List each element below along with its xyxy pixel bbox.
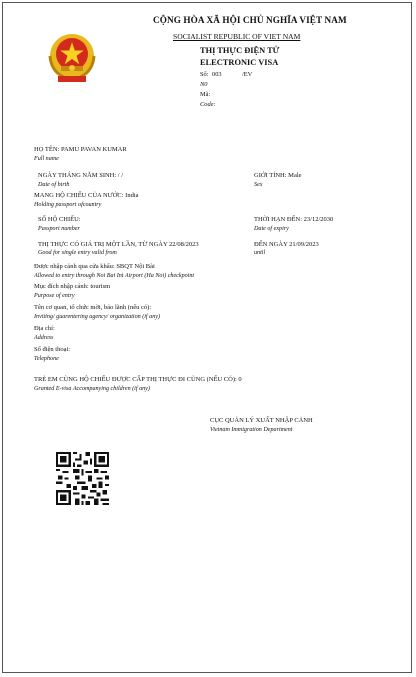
inviting-organization-label-en: Inviting/ guarentering agency/ organization (if any) [34, 314, 160, 320]
visa-number-value: 003 [212, 71, 222, 78]
date-of-birth-label-en: Date of birth [38, 182, 70, 188]
visa-valid-until-label-en: until [254, 250, 266, 256]
full-name-label-en: Full name [34, 156, 59, 162]
code-label-en: Code: [200, 101, 216, 108]
entry-checkpoint-label-en: Allowed to entry through Noi Bai Int Airport (Ha Noi) checkpoint [34, 273, 195, 279]
country-name-vn: CỘNG HÒA XÃ HỘI CHỦ NGHĨA VIỆT NAM [153, 15, 347, 25]
sex: GIỚI TÍNH: Male [254, 172, 302, 179]
passport-number-label-en: Passport number [38, 226, 80, 232]
visa-number-suffix: /EV [242, 71, 253, 78]
code-label-vn: Mã: [200, 91, 211, 98]
accompanying-children: TRẺ EM CÙNG HỘ CHIẾU ĐƯỢC CẤP THỊ THỰC ĐI CÙNG (NẾU CÓ): 0 [34, 376, 242, 383]
telephone: Số điện thoại: [34, 346, 71, 353]
qr-code-icon [56, 452, 109, 505]
visa-title-en: ELECTRONIC VISA [200, 58, 279, 67]
address-label-en: Address [34, 335, 54, 341]
national-emblem-icon [46, 32, 98, 84]
passport-expiry-label-en: Date of expiry [254, 226, 289, 232]
visa-valid-from-label-en: Good for single entry valid from [38, 250, 117, 256]
nationality-label-en: Holding passport ofcountry [34, 202, 102, 208]
issuing-department-vn: CỤC QUẢN LÝ XUẤT NHẬP CẢNH [210, 417, 313, 424]
inviting-organization: Tên cơ quan, tổ chức mời, bảo lãnh (nếu có): [34, 304, 152, 311]
full-name: HỌ TÊN: PAMU PAVAN KUMAR [34, 146, 127, 153]
date-of-birth: NGÀY THÁNG NĂM SINH: / / [38, 172, 124, 179]
passport-expiry: THỜI HẠN ĐẾN: 23/12/2030 [254, 216, 334, 223]
visa-valid-from: THỊ THỰC CÓ GIÁ TRỊ MỘT LẦN, TỪ NGÀY 22/08/2023 [38, 241, 199, 248]
visa-title-vn: THỊ THỰC ĐIỆN TỬ [200, 46, 280, 55]
purpose-of-entry: Mục đích nhập cảnh: tourism [34, 283, 111, 290]
address: Địa chỉ: [34, 325, 55, 332]
issuing-department-en: Vietnam Immigration Department [210, 427, 293, 433]
accompanying-children-label-en: Granted E-visa Accompanying children (if any) [34, 386, 150, 392]
purpose-of-entry-label-en: Purpose of entry [34, 293, 75, 299]
visa-number-label-en: N0 [200, 81, 208, 88]
country-name-en: SOCIALIST REPUBLIC OF VIET NAM [173, 32, 301, 41]
passport-number: SỐ HỘ CHIẾU: [38, 216, 81, 223]
nationality: MANG HỘ CHIẾU CỦA NƯỚC: India [34, 192, 139, 199]
visa-valid-until: ĐẾN NGÀY 21/09/2023 [254, 241, 319, 248]
visa-document [2, 2, 412, 673]
visa-number-label: Số: [200, 71, 209, 78]
entry-checkpoint: Được nhập cảnh qua cửa khẩu: SBQT Nội Bài [34, 263, 155, 270]
sex-label-en: Sex [254, 182, 263, 188]
telephone-label-en: Telephone [34, 356, 59, 362]
